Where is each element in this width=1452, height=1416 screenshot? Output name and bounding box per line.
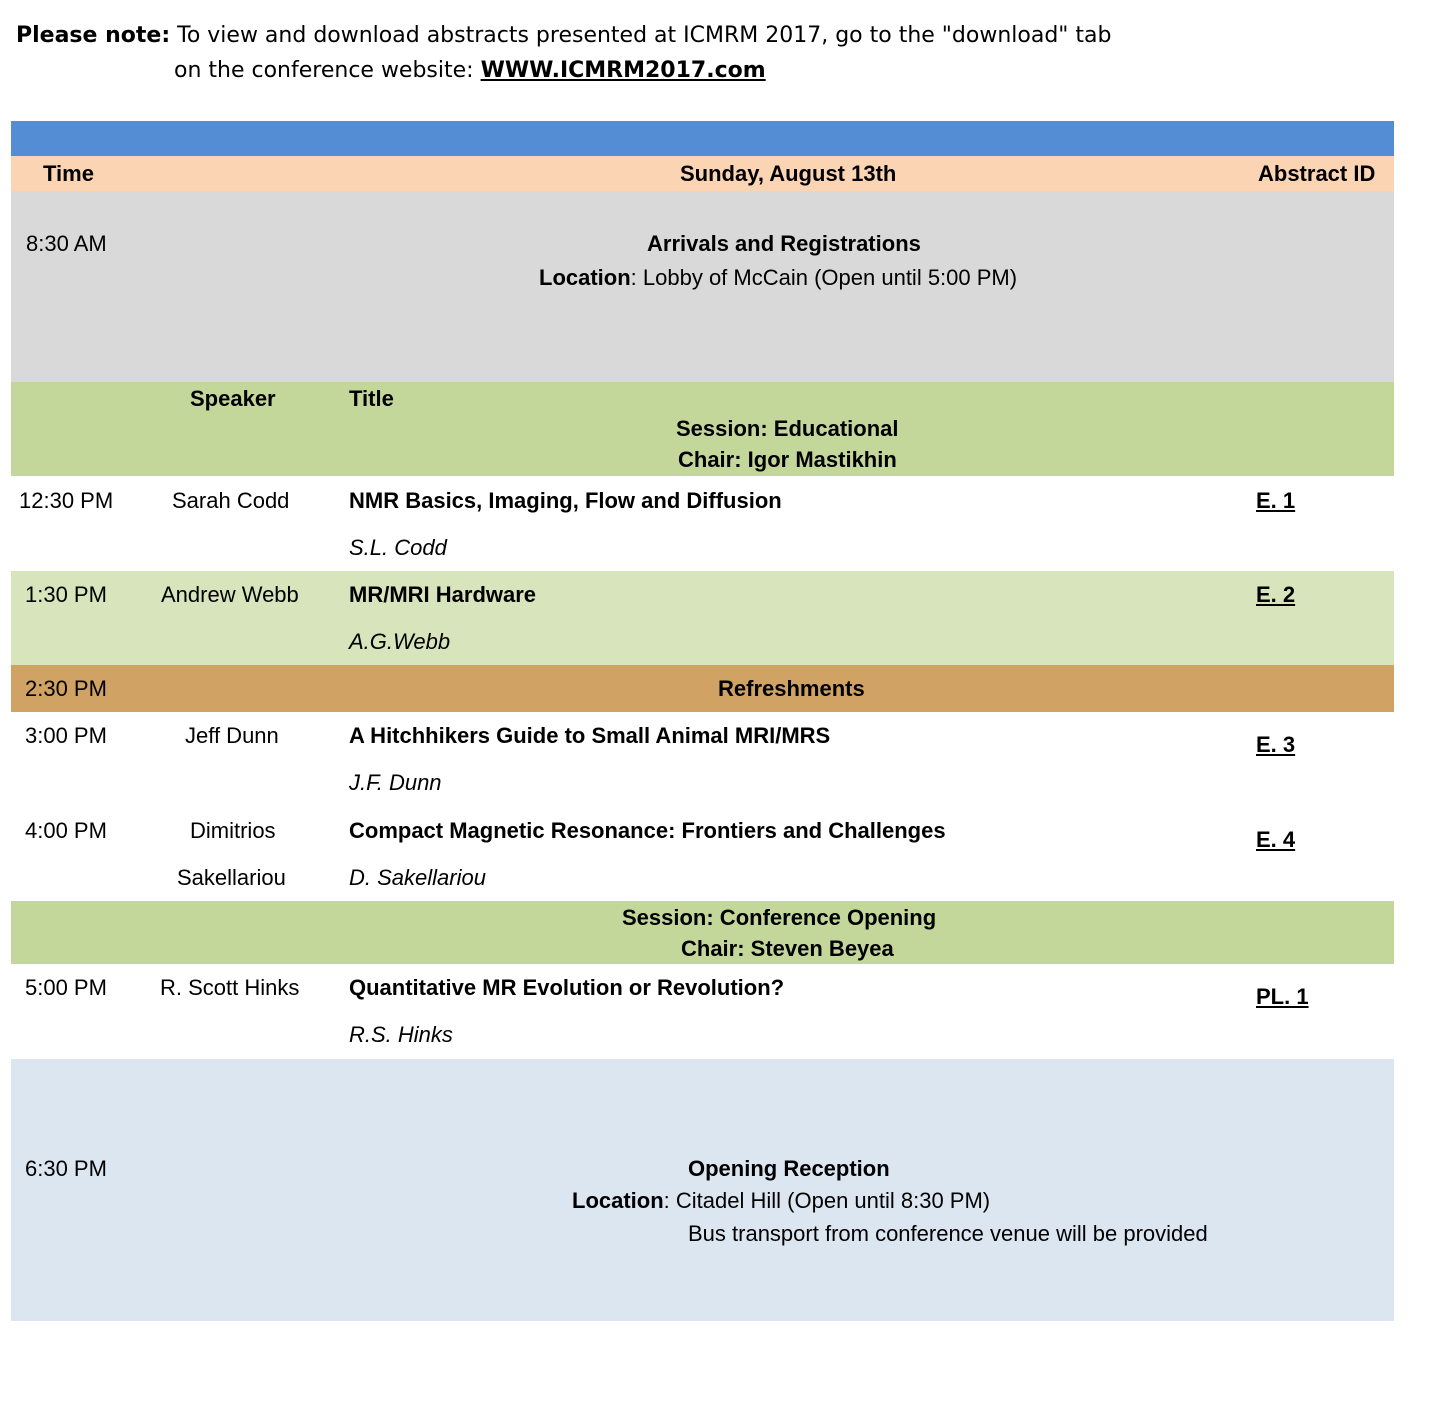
reception-row [11, 1059, 1394, 1321]
arrivals-location [539, 265, 1017, 291]
talk-speaker: Jeff Dunn [185, 723, 279, 748]
talk-authors: A.G.Webb [349, 629, 451, 654]
note [16, 18, 1436, 88]
time-column-header: Time [43, 161, 94, 186]
abstract-link[interactable]: E. 1 [1256, 488, 1296, 513]
top-color-bar [11, 121, 1394, 156]
talk-time: 12:30 PM [19, 488, 114, 513]
schedule-header [11, 156, 1394, 191]
reception-title: Opening Reception [688, 1156, 890, 1181]
talk-authors: S.L. Codd [349, 535, 447, 560]
note-label: Please note: [16, 23, 171, 48]
talk-time: 5:00 PM [25, 975, 107, 1000]
arrivals-location-label: Location [539, 265, 631, 290]
talk-title: Quantitative MR Evolution or Revolution? [349, 975, 785, 1000]
abstract-link[interactable]: E. 4 [1256, 827, 1296, 852]
arrivals-row [11, 191, 1394, 382]
reception-location-label: Location [572, 1188, 664, 1213]
refreshments-row [11, 665, 1394, 712]
talk-time: 1:30 PM [25, 582, 107, 607]
reception-location-text: : Citadel Hill (Open until 8:30 PM) [663, 1188, 991, 1213]
note-text-1: To view and download abstracts presented at ICMRM 2017, go to the "download" tab [177, 23, 1112, 48]
table-rows-afternoon [11, 712, 1394, 901]
refreshments-label: Refreshments [718, 676, 865, 701]
session-educational-header [11, 382, 1394, 476]
talk-speaker: Dimitrios [190, 818, 276, 843]
abstract-id-header: Abstract ID [1258, 161, 1376, 186]
talk-speaker: R. Scott Hinks [160, 975, 300, 1000]
abstract-link[interactable]: E. 3 [1256, 732, 1296, 757]
session-chair: Chair: Igor Mastikhin [678, 447, 897, 472]
arrivals-title: Arrivals and Registrations [647, 231, 921, 256]
talk-authors: D. Sakellariou [349, 865, 486, 890]
arrivals-time: 8:30 AM [26, 231, 107, 256]
talk-authors: J.F. Dunn [349, 770, 442, 795]
speaker-column-header: Speaker [190, 386, 276, 411]
refreshments-time: 2:30 PM [25, 676, 107, 701]
table-row [11, 571, 1394, 665]
note-text-2: on the conference website: [174, 58, 474, 83]
talk-speaker: Sarah Codd [172, 488, 290, 513]
session-opening-header [11, 901, 1394, 964]
talk-time: 4:00 PM [25, 818, 107, 843]
reception-location [572, 1188, 990, 1214]
talk-title: MR/MRI Hardware [349, 582, 537, 607]
abstract-link[interactable]: PL. 1 [1256, 984, 1309, 1009]
talk-title: A Hitchhikers Guide to Small Animal MRI/MRS [349, 723, 831, 748]
session-name: Session: Educational [676, 416, 899, 441]
talk-speaker: Andrew Webb [161, 582, 299, 607]
reception-bus-note: Bus transport from conference venue will be provided [688, 1221, 1208, 1246]
session-chair: Chair: Steven Beyea [681, 936, 894, 961]
day-heading: Sunday, August 13th [680, 161, 897, 186]
title-column-header: Title [349, 386, 394, 411]
talk-title: Compact Magnetic Resonance: Frontiers and Challenges [349, 818, 946, 843]
note-line-2 [16, 53, 1436, 88]
website-link[interactable]: WWW.ICMRM2017.com [480, 58, 766, 83]
session-name: Session: Conference Opening [622, 905, 937, 930]
talk-authors: R.S. Hinks [349, 1022, 453, 1047]
abstract-link[interactable]: E. 2 [1256, 582, 1296, 607]
reception-time: 6:30 PM [25, 1156, 107, 1181]
arrivals-location-text: : Lobby of McCain (Open until 5:00 PM) [630, 265, 1018, 290]
table-row [11, 476, 1394, 571]
talk-title: NMR Basics, Imaging, Flow and Diffusion [349, 488, 782, 513]
talk-time: 3:00 PM [25, 723, 107, 748]
table-row [11, 964, 1394, 1059]
talk-speaker-line-2: Sakellariou [177, 865, 286, 890]
note-line-1 [16, 18, 1436, 53]
